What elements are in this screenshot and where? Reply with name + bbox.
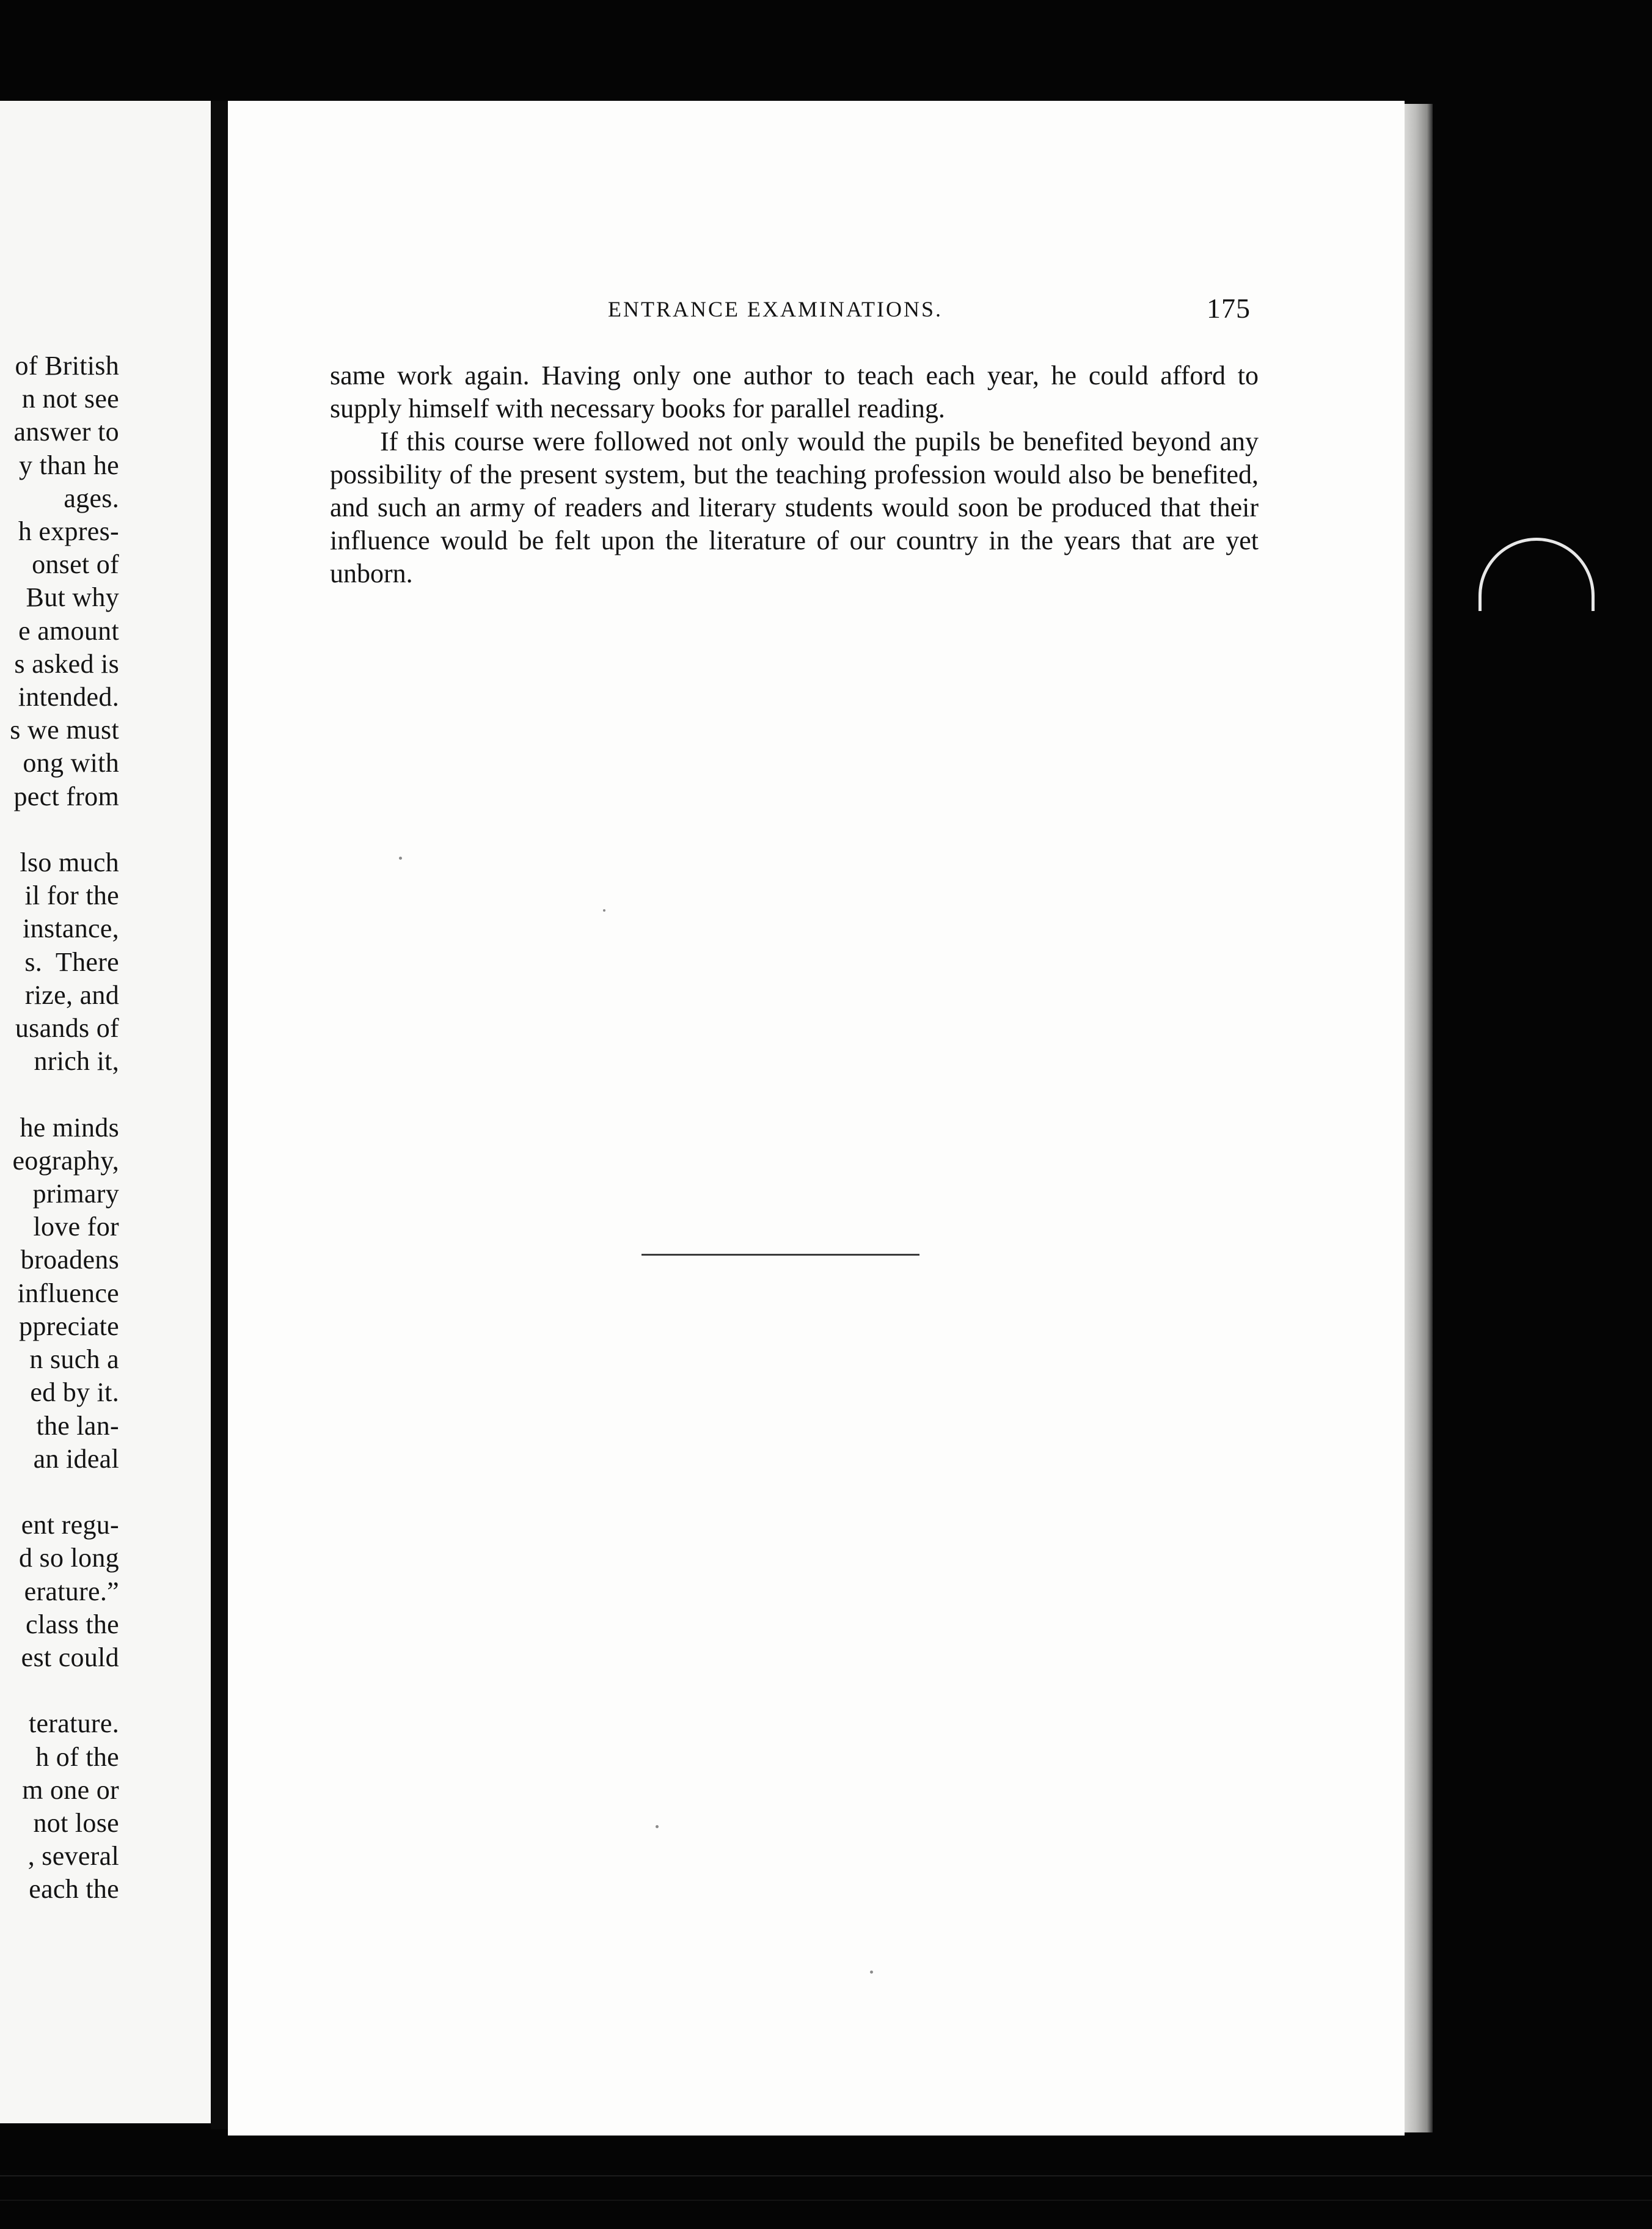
facing-page-line: the lan- bbox=[36, 1410, 119, 1441]
page-edge bbox=[1405, 104, 1433, 2132]
facing-page-line: h expres- bbox=[18, 516, 119, 547]
facing-page-line: , several bbox=[27, 1841, 119, 1872]
facing-page-line: ages. bbox=[64, 483, 119, 513]
facing-page-line: est could bbox=[21, 1642, 119, 1672]
facing-page-line: ed by it. bbox=[30, 1377, 119, 1408]
facing-page-line: ent regu- bbox=[21, 1510, 119, 1540]
section-rule bbox=[641, 1254, 919, 1256]
facing-page-line bbox=[0, 1674, 119, 1707]
facing-page-line: intended. bbox=[18, 682, 119, 712]
facing-page-line: he minds bbox=[20, 1112, 119, 1143]
facing-page-line: ppreciate bbox=[19, 1311, 119, 1341]
body-text bbox=[330, 359, 1259, 590]
facing-page-text bbox=[0, 350, 119, 1906]
facing-page-line: usands of bbox=[15, 1013, 119, 1044]
facing-page-line: pect from bbox=[13, 781, 119, 811]
facing-page-line: influence bbox=[17, 1278, 119, 1308]
book-gutter bbox=[211, 101, 228, 2129]
facing-page-line: rize, and bbox=[24, 979, 119, 1010]
paragraph-2: If this course were followed not only would the pupils be benefited beyond any possibility of the present system, but the teaching profession would also be benefited, and such an army of readers and literary students would soon be produced that their influence would be felt upon the literature of our country in the years that are yet unborn. bbox=[330, 426, 1259, 588]
facing-page-line bbox=[0, 813, 119, 846]
facing-page-line: love for bbox=[33, 1212, 119, 1242]
facing-page-line: s. There bbox=[24, 946, 119, 977]
facing-page-line: terature. bbox=[28, 1708, 119, 1739]
paragraph-1: same work again. Having only one author to teach each year, he could afford to supply himself with necessary books for parallel reading. bbox=[330, 361, 1259, 423]
facing-page-line: n not see bbox=[21, 384, 119, 414]
film-artifact-arc bbox=[1478, 538, 1595, 611]
facing-page-line: e amount bbox=[18, 615, 119, 646]
facing-page-line: class the bbox=[26, 1609, 119, 1639]
facing-page-line bbox=[0, 1476, 119, 1509]
facing-page-line: s we must bbox=[10, 715, 119, 745]
facing-page-line: ong with bbox=[23, 748, 119, 778]
dust-speck bbox=[603, 909, 605, 912]
dust-speck bbox=[399, 857, 402, 860]
facing-page-line bbox=[0, 1078, 119, 1111]
facing-page-line: answer to bbox=[13, 417, 119, 447]
facing-page-line: m one or bbox=[22, 1774, 119, 1805]
film-scratch bbox=[0, 2175, 1652, 2176]
facing-page-line: nrich it, bbox=[34, 1046, 119, 1077]
facing-page-line: of British bbox=[15, 351, 119, 381]
facing-page-line: lso much bbox=[20, 847, 119, 878]
facing-page-line: eography, bbox=[12, 1145, 119, 1176]
facing-page-line: il for the bbox=[24, 880, 119, 911]
dust-speck bbox=[656, 1825, 659, 1828]
facing-page-line: not lose bbox=[33, 1807, 119, 1838]
facing-page-line: broadens bbox=[20, 1245, 119, 1275]
facing-page-left bbox=[0, 101, 211, 2123]
facing-page-line: instance, bbox=[23, 913, 119, 944]
facing-page-line: y than he bbox=[19, 450, 119, 480]
film-scratch bbox=[0, 2200, 1652, 2201]
facing-page-line: s asked is bbox=[14, 648, 119, 679]
facing-page-line: erature.” bbox=[24, 1576, 119, 1606]
running-head: ENTRANCE EXAMINATIONS. bbox=[608, 297, 943, 321]
dust-speck bbox=[870, 1971, 873, 1974]
page-number: 175 bbox=[1207, 293, 1251, 324]
facing-page-line: each the bbox=[29, 1874, 119, 1905]
facing-page-line: an ideal bbox=[33, 1443, 119, 1474]
facing-page-line: d so long bbox=[18, 1543, 119, 1573]
facing-page-line: primary bbox=[32, 1179, 119, 1209]
facing-page-line: h of the bbox=[35, 1741, 119, 1772]
facing-page-line: n such a bbox=[29, 1344, 119, 1375]
facing-page-line: But why bbox=[26, 582, 119, 613]
facing-page-line: onset of bbox=[32, 549, 119, 580]
